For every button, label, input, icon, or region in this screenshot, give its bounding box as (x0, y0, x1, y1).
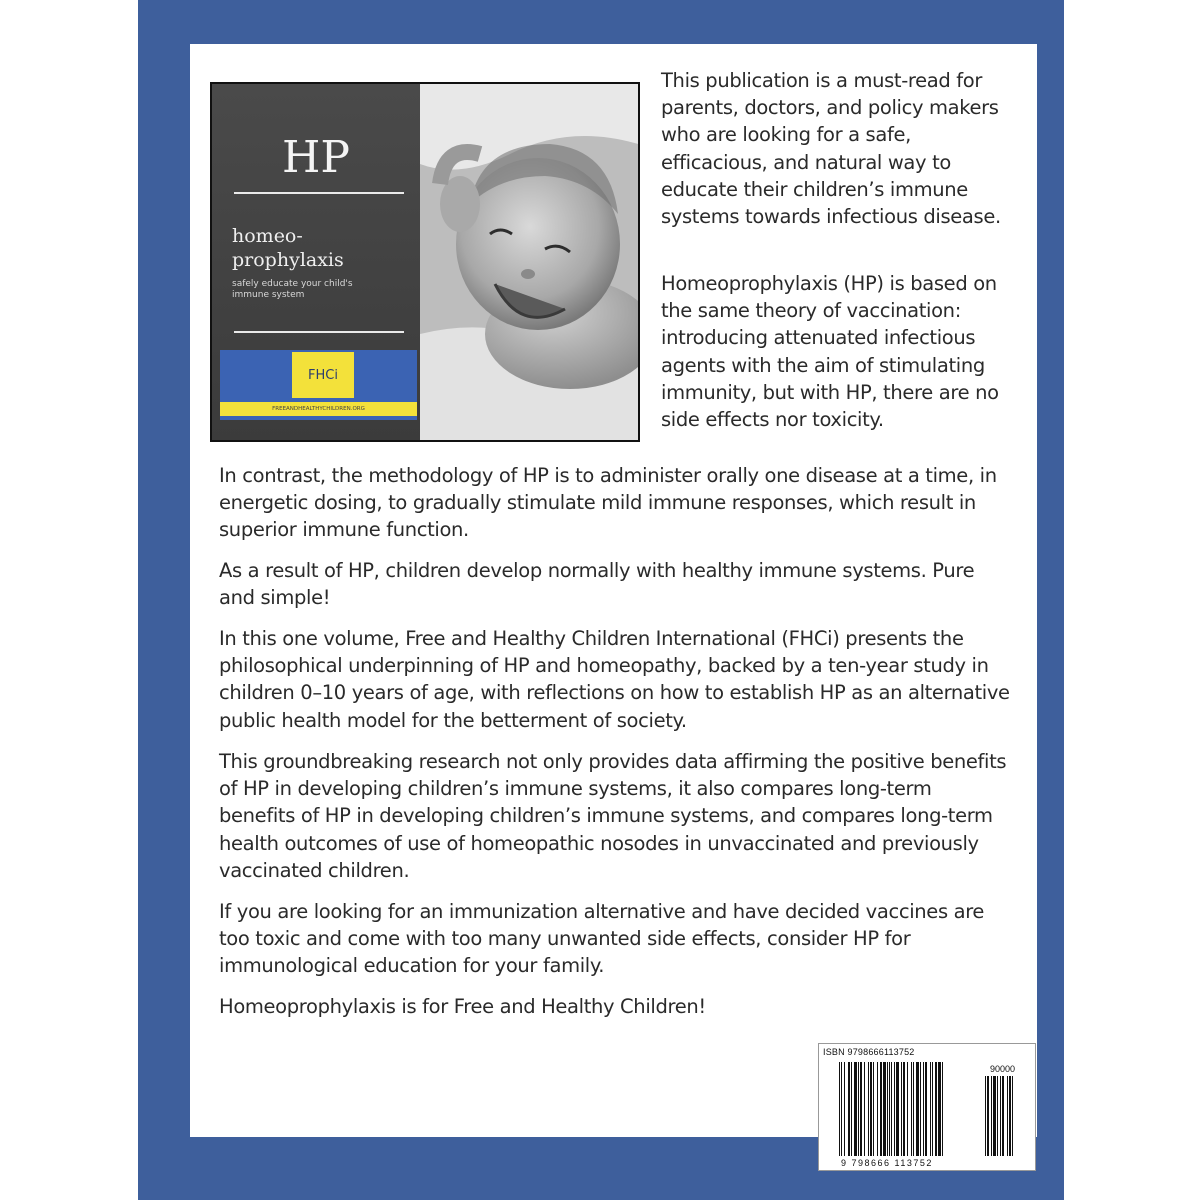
barcode-bar (877, 1062, 878, 1156)
barcode-bar (860, 1062, 862, 1156)
barcode-bar (987, 1076, 989, 1156)
fhci-logo: FHCi (292, 352, 354, 398)
barcode-bar (903, 1062, 905, 1156)
baby-photo-illustration (420, 84, 638, 440)
body-paragraph: As a result of HP, children develop normally with healthy immune systems. Pure and simple! (219, 559, 975, 610)
isbn-digits: 9 798666 113752 (841, 1158, 933, 1168)
body-paragraph: Homeoprophylaxis (HP) is based on the same theory of vaccination: introducing attenuated infectious agents with the aim of stimulating immunity, but with HP, there are no side effects nor toxicity. (661, 272, 999, 432)
barcode-bar (1012, 1076, 1013, 1156)
barcode-bar (844, 1062, 845, 1156)
barcode-bar (858, 1062, 859, 1156)
body-paragraph: This groundbreaking research not only provides data affirming the positive benefits of HP in developing children’s immune systems, it also compares long-term benefits of HP in developing children’s immune systems, and compares long-term health outcomes of use of homeopathic nosodes in unvaccinated and previously vaccinated children. (219, 750, 1007, 882)
isbn-label: ISBN 9798666113752 (823, 1047, 915, 1057)
barcode-bar (880, 1062, 882, 1156)
barcode-bar (851, 1062, 852, 1156)
intro-paragraph: This publication is a must-read for parents, doctors, and policy makers who are looking for a safe, efficacious, and natural way to educate their children’s immune systems towards infectious disease. (661, 69, 1001, 229)
body-paragraph: If you are looking for an immunization alternative and have decided vaccines are too toxic and come with too many unwanted side effects, consider HP for immunological education for your family. (219, 900, 985, 978)
barcode-bar (935, 1062, 937, 1156)
barcode-bar (901, 1062, 902, 1156)
barcode-bars (839, 1062, 985, 1156)
barcode-bar (1000, 1076, 1001, 1156)
book-cover-thumbnail (210, 82, 640, 442)
barcode-bar (938, 1062, 941, 1156)
barcode-bar (889, 1062, 890, 1156)
barcode-bar (870, 1062, 872, 1156)
barcode-bar (942, 1062, 943, 1156)
barcode-bar (925, 1062, 927, 1156)
barcode-bar (991, 1076, 992, 1156)
closing-paragraph: Homeoprophylaxis is for Free and Healthy Children! (219, 995, 706, 1018)
barcode-bar (896, 1062, 899, 1156)
subtitle-line: prophylaxis (232, 249, 344, 271)
price-code: 90000 (990, 1064, 1016, 1074)
barcode-bar (997, 1076, 998, 1156)
barcode-bar (920, 1062, 921, 1156)
barcode-bar (883, 1062, 886, 1156)
barcode-bar (993, 1076, 996, 1156)
thumbnail-url: FREEANDHEALTHYCHILDREN.ORG (220, 402, 417, 416)
barcode-bar (887, 1062, 888, 1156)
barcode-bar (923, 1062, 924, 1156)
body-paragraph: In this one volume, Free and Healthy Children International (FHCi) presents the philosophical underpinning of HP and homeopathy, backed by a ten-year study in children 0–10 years of age, with reflections on how to establish HP as an alternative public health model for the betterment of society. (219, 627, 1010, 732)
thumbnail-tagline (232, 279, 412, 301)
barcode-bar (894, 1062, 895, 1156)
addon-barcode-bars (985, 1076, 1031, 1156)
barcode-bar (848, 1062, 850, 1156)
thumbnail-subtitle (232, 224, 412, 272)
barcode-bar (1007, 1076, 1008, 1156)
barcode-bar (1009, 1076, 1011, 1156)
barcode-bar (864, 1062, 865, 1156)
body-paragraph: In contrast, the methodology of HP is to administer orally one disease at a time, in energetic dosing, to gradually stimulate mild immune responses, which result in superior immune function. (219, 464, 997, 542)
divider (234, 192, 404, 194)
barcode-bar (913, 1062, 914, 1156)
barcode-bar (854, 1062, 857, 1156)
logo-band (220, 350, 417, 420)
subtitle-line: homeo- (232, 225, 303, 247)
barcode-bar (891, 1062, 892, 1156)
barcode-bar (841, 1062, 842, 1156)
barcode-bar (1002, 1076, 1004, 1156)
barcode-bar (873, 1062, 874, 1156)
barcode-bar (932, 1062, 933, 1156)
baby-photo (420, 84, 638, 440)
barcode-bar (916, 1062, 919, 1156)
barcode-bar (839, 1062, 840, 1156)
barcode-bar (868, 1062, 869, 1156)
divider (234, 331, 404, 333)
isbn-barcode (818, 1043, 1036, 1171)
thumbnail-title-panel (212, 84, 420, 440)
barcode-bar (985, 1076, 986, 1156)
tagline-line: immune system (232, 290, 305, 300)
barcode-bar (930, 1062, 931, 1156)
thumbnail-title: HP (282, 132, 350, 183)
barcode-bar (907, 1062, 908, 1156)
tagline-line: safely educate your child's (232, 279, 353, 289)
barcode-bar (911, 1062, 912, 1156)
